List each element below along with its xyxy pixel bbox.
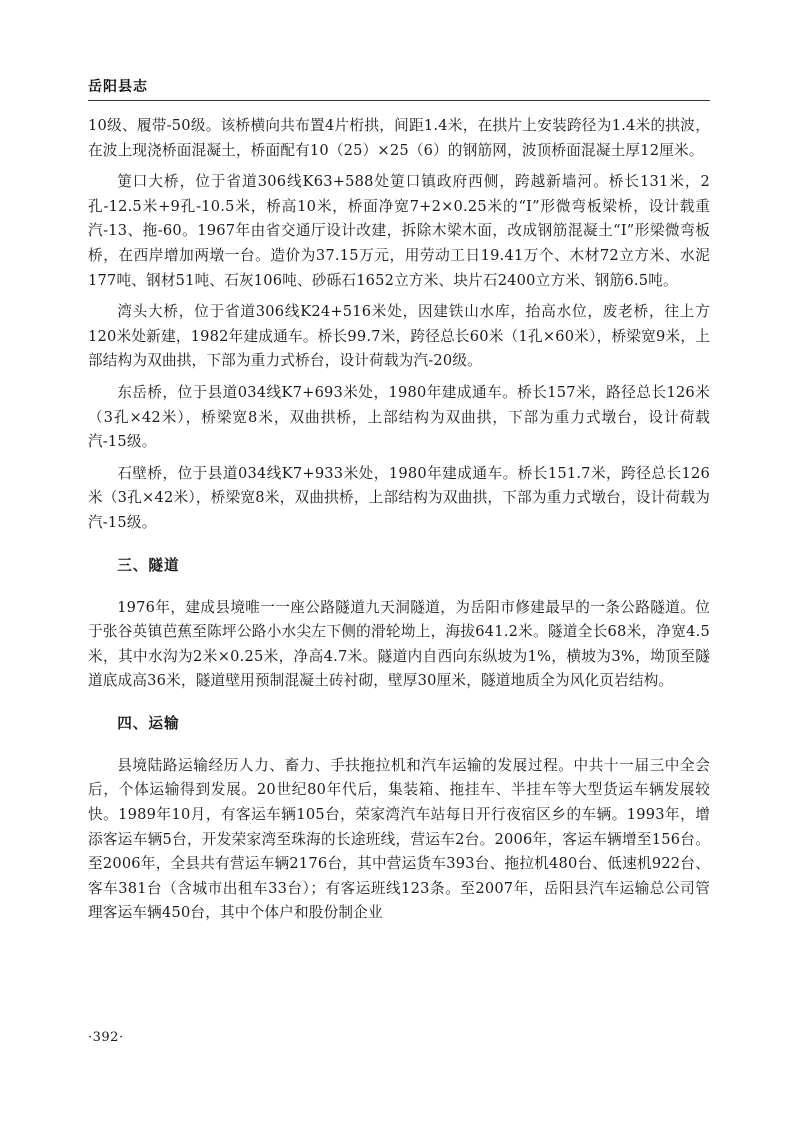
section-heading-transport: 四、运输 xyxy=(117,714,180,732)
paragraph-transport: 县境陆路运输经历人力、畜力、手扶拖拉机和汽车运输的发展过程。中共十一届三中全会后，个体运输得到发展。20世纪80年代后，集装箱、拖挂车、半挂车等大型货运车辆发展较快。1989年10月，有客运车辆105台，荣家湾汽车站每日开行夜宿区乡的车辆。1993年，增添客运车辆5台，开发荣家湾至珠海的长途班线，营运车2台。2006年，客运车辆增至156台。至2006年，全县共有营运车辆2176台，其中营运货车393台、拖拉机480台、低速机922台、客车381台（含城市出租车33台）；有客运班线123条。至2007年，岳阳县汽车运输总公司管理客运车辆450台，其中个体户和股份制企业 xyxy=(88,756,710,922)
section-heading-tunnel: 三、隧道 xyxy=(117,556,180,574)
paragraph-shibi-bridge: 石壁桥，位于县道034线K7+933米处，1980年建成通车。桥长151.7米，跨径总长126米（3孔×42米），桥梁宽8米，双曲拱桥，上部结构为双曲拱，下部为重力式墩台，设计荷载为汽-15级。 xyxy=(88,464,710,531)
paragraph-bridge-continued: 10级、履带-50级。该桥横向共布置4片桁拱，间距1.4米，在拱片上安装跨径为1.4米的拱波，在波上现浇桥面混凝土，桥面配有10（25）×25（6）的钢筋网，波顶桥面混凝土厚12厘米。 xyxy=(88,117,710,159)
book-title: 岳阳县志 xyxy=(88,79,148,95)
paragraph-dongyue-bridge: 东岳桥，位于县道034线K7+693米处，1980年建成通车。桥长157米，路径总长126米（3孔×42米），桥梁宽8米，双曲拱桥，上部结构为双曲拱，下部为重力式墩台，设计荷载汽-15级。 xyxy=(88,383,710,451)
paragraph-wantou-bridge: 湾头大桥，位于省道306线K24+516米处，因建铁山水库，抬高水位，废老桥，往上方120米处新建，1982年建成通车。桥长99.7米，跨径总长60米（1孔×60米），桥梁宽9米，上部结构为双曲拱，下部为重力式桥台，设计荷载为汽-20级。 xyxy=(88,303,710,370)
page-number: ·392· xyxy=(88,1030,124,1045)
page-body xyxy=(88,114,710,933)
paragraph-tunnel: 1976年，建成县境唯一一座公路隧道九天洞隧道，为岳阳市修建最早的一条公路隧道。位于张谷英镇芭蕉至陈坪公路小水尖左下侧的滑轮坳上，海拔641.2米。隧道全长68米，净宽4.5米，其中水沟为2米×0.25米，净高4.7米。隧道内自西向东纵坡为1%，横坡为3%，坳顶至隧道底成高36米，隧道壁用预制混凝土砖衬砌，壁厚30厘米，隧道地质全为风化页岩结构。 xyxy=(88,598,710,690)
header-divider xyxy=(88,100,710,101)
paragraph-gangkou-bridge: 筻口大桥，位于省道306线K63+588处筻口镇政府西侧，跨越新墙河。桥长131米，2孔-12.5米+9孔-10.5米，桥高10米，桥面净宽7+2×0.25米的“I”形微弯板梁桥，设计载重汽-13、拖-60。1967年由省交通厅设计改建，拆除木梁木面，改成钢筋混凝土“I”形梁微弯板桥，在西岸增加两墩一台。造价为37.15万元，用劳动工日19.41万个、木材72立方米、水泥177吨、钢材51吨、石灰106吨、砂砾石1652立方米、块片石2400立方米、钢筋6.5吨。 xyxy=(88,173,710,289)
page-header xyxy=(88,66,710,102)
